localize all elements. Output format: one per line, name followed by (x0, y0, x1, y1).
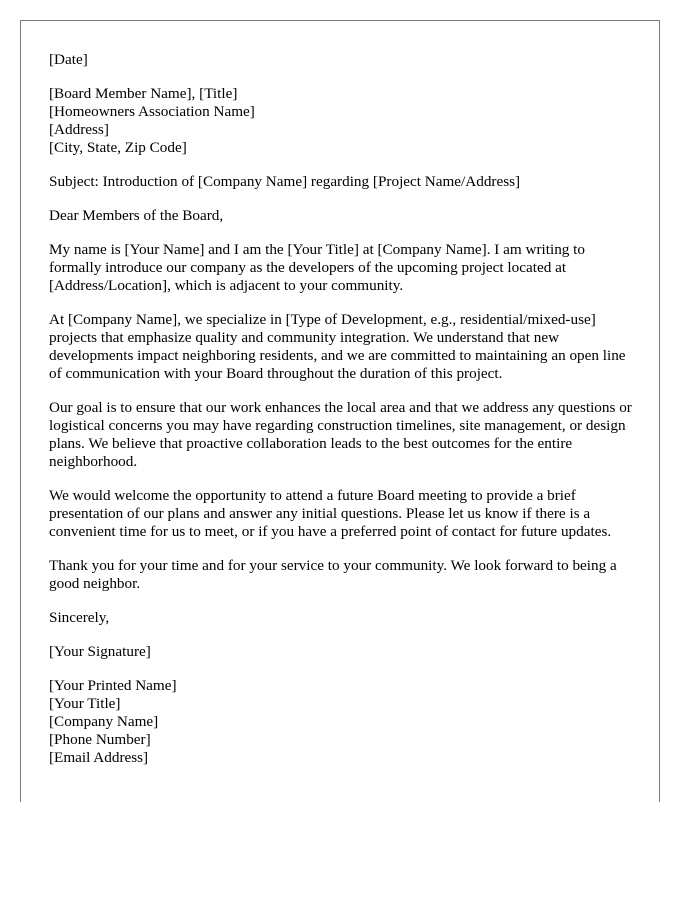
recipient-block (49, 85, 634, 157)
letter-page (20, 20, 660, 802)
body-paragraph-specialization: At [Company Name], we specialize in [Type of Development, e.g., residential/mixed-use] projects that emphasize quality and community integration. We understand that new developments impact neighboring residents, and we are committed to maintaining an open line of communication with your Board throughout the duration of this project. (49, 311, 626, 382)
sender-company: [Company Name] (49, 713, 159, 730)
recipient-address: [Address] (49, 121, 109, 138)
sender-block (49, 677, 634, 767)
sender-printed-name: [Your Printed Name] (49, 677, 177, 694)
sender-phone: [Phone Number] (49, 731, 151, 748)
sender-title: [Your Title] (49, 695, 121, 712)
body-paragraph-meeting-request: We would welcome the opportunity to attend a future Board meeting to provide a brief presentation of our plans and answer any initial questions. Please let us know if there is a convenient time for us to meet, or if you have a preferred point of contact for future updates. (49, 487, 612, 540)
letter-body (49, 51, 634, 783)
sender-email: [Email Address] (49, 749, 149, 766)
date-text: [Date] (49, 51, 88, 68)
recipient-city-state-zip: [City, State, Zip Code] (49, 139, 187, 156)
body-paragraph-goal: Our goal is to ensure that our work enhances the local area and that we address any questions or logistical concerns you may have regarding construction timelines, site management, or design plans. We believe that proactive collaboration leads to the best outcomes for the entire neighborhood. (49, 399, 632, 470)
body-paragraph-intro: My name is [Your Name] and I am the [Your Title] at [Company Name]. I am writing to formally introduce our company as the developers of the upcoming project located at [Address/Location], which is adjacent to your community. (49, 241, 585, 294)
subject-line: Subject: Introduction of [Company Name] regarding [Project Name/Address] (49, 173, 521, 190)
letter-date (49, 51, 634, 69)
recipient-name-title: [Board Member Name], [Title] (49, 85, 238, 102)
signature-placeholder: [Your Signature] (49, 643, 151, 660)
salutation: Dear Members of the Board, (49, 207, 224, 224)
body-paragraph-thanks: Thank you for your time and for your service to your community. We look forward to being a good neighbor. (49, 557, 617, 592)
closing: Sincerely, (49, 609, 110, 626)
recipient-association: [Homeowners Association Name] (49, 103, 255, 120)
